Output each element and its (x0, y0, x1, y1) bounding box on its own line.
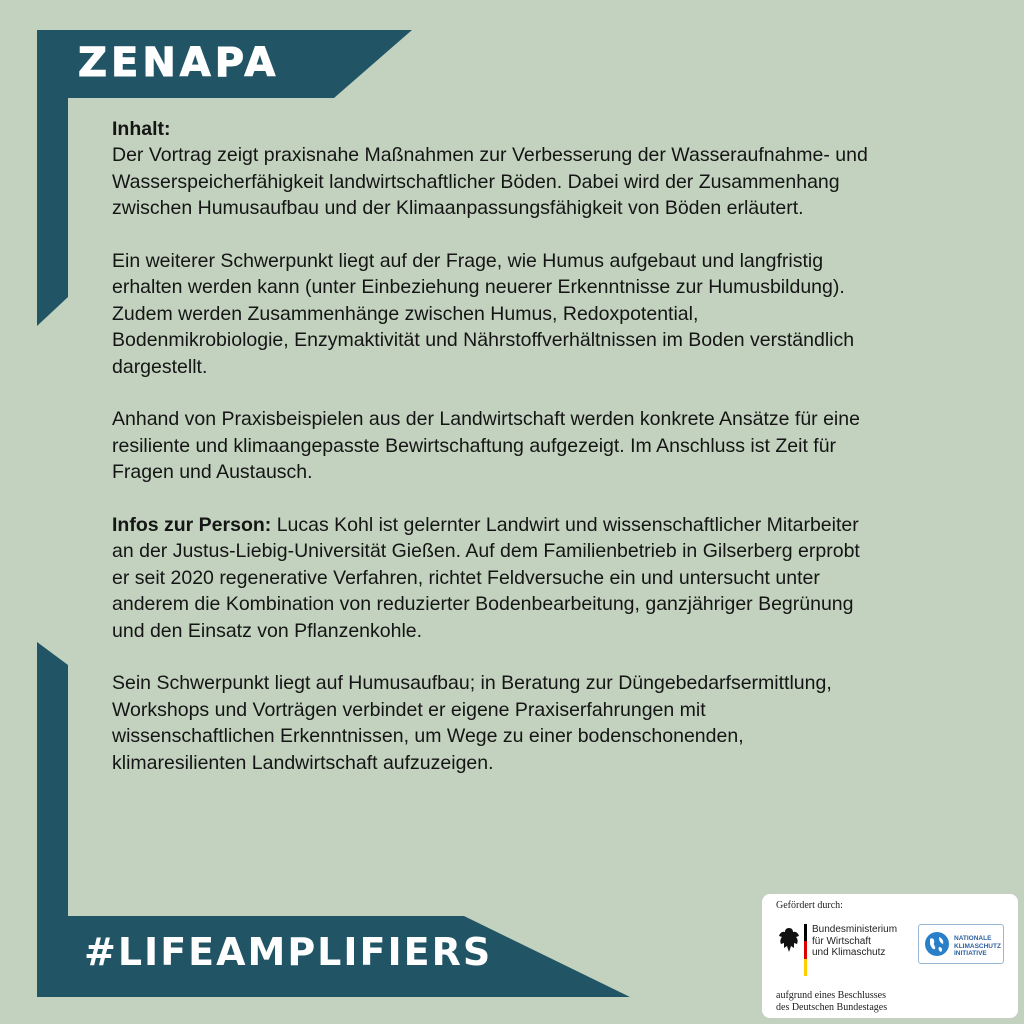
resolution-line-2: des Deutschen Bundestages (776, 1001, 888, 1013)
hashtag-text: #LIFEAMPLIFIERS (84, 930, 493, 974)
ministry-line-3: und Klimaschutz (812, 947, 886, 958)
german-flag-icon (804, 924, 807, 976)
inhalt-label: Inhalt: (112, 118, 171, 140)
sponsor-box (762, 894, 1018, 1018)
nki-line-3: INITIATIVE (954, 950, 987, 957)
funded-by-label: Gefördert durch: (776, 900, 843, 911)
paragraph-schwerpunkt: Sein Schwerpunkt liegt auf Humusaufbau; in Beratung zur Düngebedarfsermittlung, Workshops und Vorträgen verbindet er eigene Praxiserfahrungen mit wissenschaftlichen Erkenntnissen, um Wege zu einer bodenschonenden, klimaresilienten Landwirtschaft aufzuzeigen. (112, 672, 832, 774)
person-paragraph (112, 512, 872, 644)
resolution-line-1: aufgrund eines Beschlusses (776, 990, 886, 1001)
inhalt-paragraph (112, 116, 872, 222)
nki-text (954, 935, 1001, 958)
main-content (112, 116, 872, 802)
paragraph-praxis: Anhand von Praxisbeispielen aus der Landwirtschaft werden konkrete Ansätze für eine resiliente und klimaangepasste Bewirtschaftung aufgezeigt. Im Anschluss ist Zeit für Fragen und Austausch. (112, 408, 860, 484)
inhalt-text: Der Vortrag zeigt praxisnahe Maßnahmen zur Verbesserung der Wasseraufnahme- und Wasserspeicherfähigkeit landwirtschaftlicher Böden. Dabei wird der Zusammenhang zwischen Humusaufbau und der Klimaanpassungsfähigkeit von Böden erläutert. (112, 144, 868, 220)
brand-logo: ZENAPA (78, 40, 280, 86)
nki-logo (918, 924, 1004, 964)
nki-line-2: KLIMASCHUTZ (954, 942, 1001, 950)
ministry-name (812, 924, 897, 959)
paragraph-humus: Ein weiterer Schwerpunkt liegt auf der Frage, wie Humus aufgebaut und langfristig erhalten werden kann (unter Einbeziehung neuerer Erkenntnisse zur Humusbildung). Zudem werden Zusammenhänge zwischen Humus, Redoxpotential, Bodenmikrobiologie, Enzymaktivität und Nährstoffverhältnissen im Boden verständlich dargestellt. (112, 250, 855, 378)
person-text: Lucas Kohl ist gelernter Landwirt und wissenschaftlicher Mitarbeiter an der Justus-Liebig-Universität Gießen. Auf dem Familienbetrieb in Gilserberg erprobt er seit 2020 regenerative Verfahren, richtet Feldversuche ein und untersucht unter anderem die Kombination von reduzierter Bodenbearbeitung, ganzjähriger Begrünung und den Einsatz von Pflanzenkohle. (112, 514, 860, 642)
nki-line-1: NATIONALE (954, 935, 992, 942)
ministry-line-1: Bundesministerium (812, 924, 898, 935)
resolution-text (776, 990, 887, 1013)
person-label: Infos zur Person: (112, 514, 272, 537)
ministry-line-2: für Wirtschaft (812, 935, 871, 947)
globe-icon (924, 931, 950, 957)
eagle-icon (778, 926, 800, 954)
